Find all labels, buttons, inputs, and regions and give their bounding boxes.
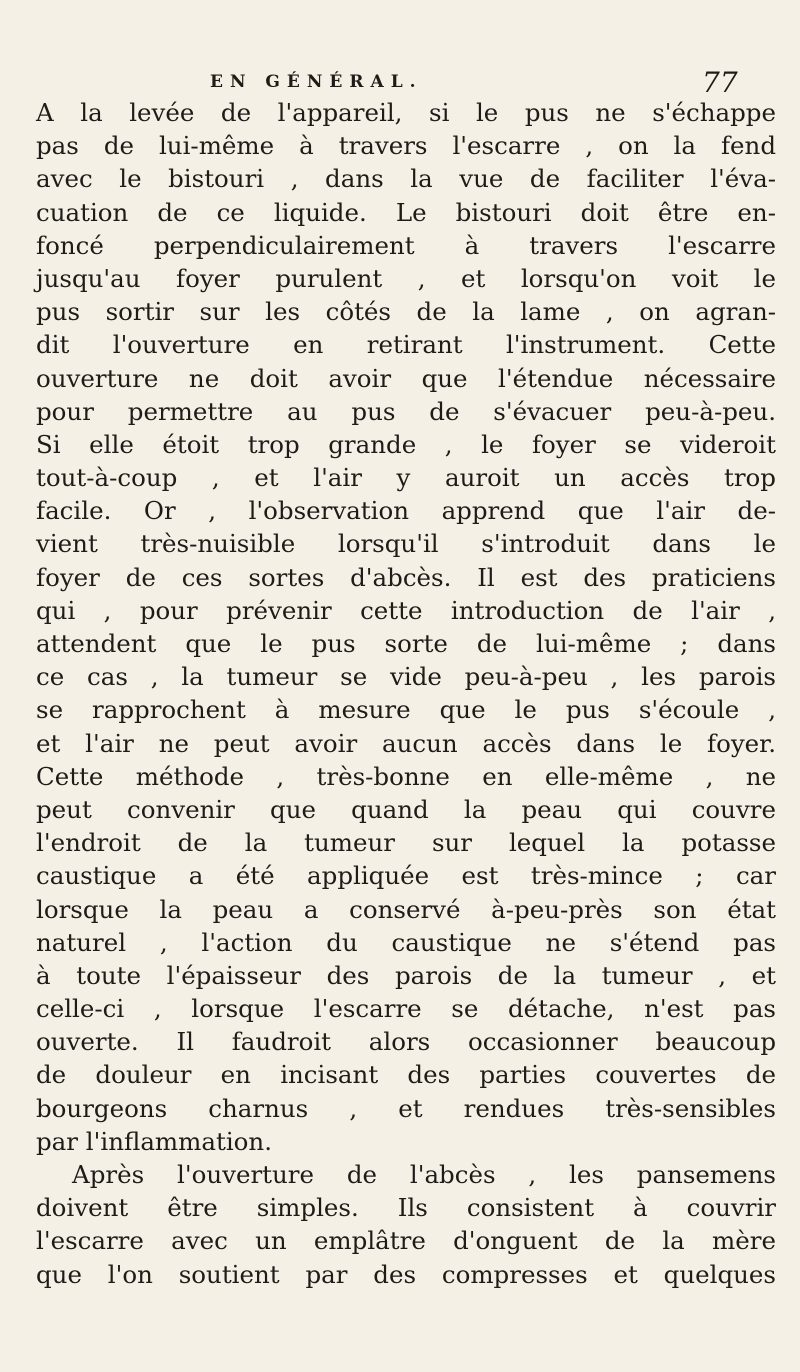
- text-line: facile. Or , l'observation apprend que l'air de-: [36, 496, 776, 526]
- text-line: pour permettre au pus de s'évacuer peu-à-peu.: [36, 396, 776, 426]
- text-line: doivent être simples. Ils consistent à couvrir: [36, 1193, 776, 1223]
- text-line: ouverture ne doit avoir que l'étendue nécessaire: [36, 363, 776, 393]
- text-line: bourgeons charnus , et rendues très-sensibles: [36, 1093, 776, 1123]
- text-line: jusqu'au foyer purulent , et lorsqu'on voit le: [36, 263, 776, 293]
- text-line: de douleur en incisant des parties couvertes de: [36, 1060, 776, 1090]
- text-line: que l'on soutient par des compresses et quelques: [36, 1259, 776, 1289]
- text-line: qui , pour prévenir cette introduction de l'air ,: [36, 595, 776, 625]
- text-line: et l'air ne peut avoir aucun accès dans le foyer.: [36, 728, 776, 758]
- text-line: pus sortir sur les côtés de la lame , on agran-: [36, 297, 776, 327]
- text-line: pas de lui-même à travers l'escarre , on la fend: [36, 131, 776, 161]
- text-line: avec le bistouri , dans la vue de faciliter l'éva-: [36, 164, 776, 194]
- text-line: caustique a été appliquée est très-mince ; car: [36, 861, 776, 891]
- text-line: vient très-nuisible lorsqu'il s'introduit dans le: [36, 529, 776, 559]
- text-line: peut convenir que quand la peau qui couvre: [36, 794, 776, 824]
- text-line: Si elle étoit trop grande , le foyer se videroit: [36, 429, 776, 459]
- text-line: par l'inflammation.: [36, 1126, 272, 1156]
- text-line: lorsque la peau a conservé à-peu-près son état: [36, 894, 776, 924]
- text-line: ouverte. Il faudroit alors occasionner beaucoup: [36, 1027, 776, 1057]
- text-line: foncé perpendiculairement à travers l'escarre: [36, 230, 776, 260]
- body-text: [36, 96, 776, 1291]
- text-line: l'endroit de la tumeur sur lequel la potasse: [36, 828, 776, 858]
- text-line: Cette méthode , très-bonne en elle-même , ne: [36, 761, 776, 791]
- text-line: l'escarre avec un emplâtre d'onguent de la mère: [36, 1226, 776, 1256]
- page-number: 77: [702, 66, 738, 99]
- text-line: ce cas , la tumeur se vide peu-à-peu , les parois: [36, 662, 776, 692]
- text-line: celle-ci , lorsque l'escarre se détache, n'est pas: [36, 994, 776, 1024]
- text-line: Après l'ouverture de l'abcès , les pansemens: [72, 1160, 776, 1189]
- text-line: cuation de ce liquide. Le bistouri doit être en-: [36, 197, 776, 227]
- text-line: attendent que le pus sorte de lui-même ; dans: [36, 629, 776, 658]
- text-line: dit l'ouverture en retirant l'instrument. Cette: [36, 330, 776, 360]
- text-line: à toute l'épaisseur des parois de la tumeur , et: [36, 960, 776, 990]
- text-line: se rapprochent à mesure que le pus s'écoule ,: [36, 695, 776, 725]
- text-line: foyer de ces sortes d'abcès. Il est des praticiens: [36, 562, 776, 592]
- text-line: A la levée de l'appareil, si le pus ne s'échappe: [36, 98, 776, 127]
- text-line: tout-à-coup , et l'air y auroit un accès trop: [36, 463, 776, 493]
- text-line: naturel , l'action du caustique ne s'étend pas: [36, 927, 776, 957]
- running-title: EN GÉNÉRAL.: [210, 72, 423, 92]
